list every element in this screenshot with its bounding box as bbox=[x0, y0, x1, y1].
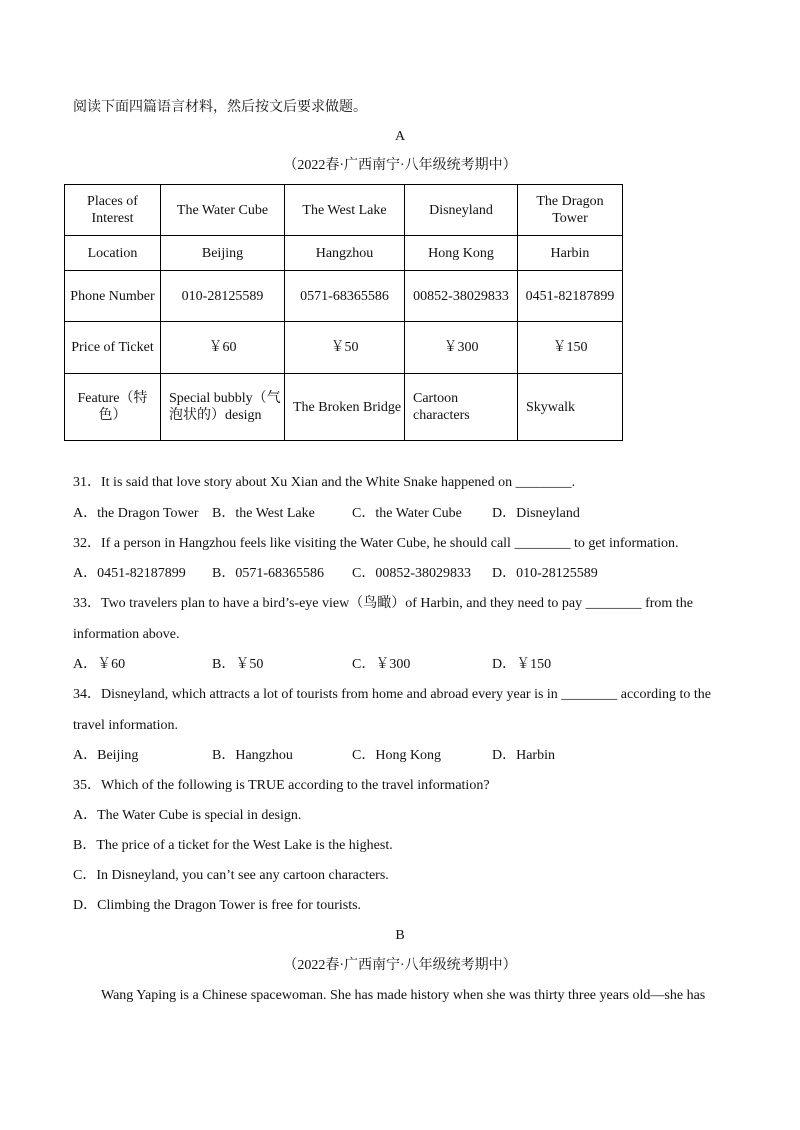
table-row bbox=[65, 236, 623, 271]
table-cell: 00852-38029833 bbox=[405, 271, 518, 322]
table-cell: Special bubbly（气泡状的）design bbox=[161, 374, 285, 441]
table-cell: 0451-82187899 bbox=[518, 271, 623, 322]
table-cell: Disneyland bbox=[405, 185, 518, 236]
question-35-option-b[interactable]: B．The price of a ticket for the West Lake is the highest. bbox=[73, 838, 393, 853]
table-cell: The Water Cube bbox=[161, 185, 285, 236]
section-a-source: （2022春·广西南宁·八年级统考期中） bbox=[283, 158, 517, 173]
question-31-option-d[interactable]: D．Disneyland bbox=[492, 506, 580, 521]
table-cell: 010-28125589 bbox=[161, 271, 285, 322]
question-31-stem: 31．It is said that love story about Xu Xian and the White Snake happened on ________. bbox=[73, 475, 576, 490]
question-33-option-a[interactable]: A．￥60 bbox=[73, 657, 126, 672]
question-33-option-c[interactable]: C．￥300 bbox=[352, 657, 411, 672]
question-32-option-c[interactable]: C．00852-38029833 bbox=[352, 566, 471, 581]
question-33-stem-continued: information above. bbox=[73, 627, 180, 642]
intro-instruction: 阅读下面四篇语言材料，然后按文后要求做题。 bbox=[73, 100, 367, 115]
table-cell: 0571-68365586 bbox=[285, 271, 405, 322]
table-cell: Hangzhou bbox=[285, 236, 405, 271]
question-34-option-b[interactable]: B．Hangzhou bbox=[212, 748, 293, 763]
question-34-option-a[interactable]: A．Beijing bbox=[73, 748, 139, 763]
table-cell: ￥150 bbox=[518, 322, 623, 374]
table-cell: Phone Number bbox=[65, 271, 161, 322]
question-32-option-d[interactable]: D．010-28125589 bbox=[492, 566, 598, 581]
table-cell: Beijing bbox=[161, 236, 285, 271]
table-row bbox=[65, 322, 623, 374]
section-b-letter: B bbox=[395, 928, 405, 943]
table-row bbox=[65, 271, 623, 322]
question-31-option-a[interactable]: A．the Dragon Tower bbox=[73, 506, 199, 521]
table-row bbox=[65, 374, 623, 441]
table-cell: Feature（特色） bbox=[65, 374, 161, 441]
table-cell: ￥60 bbox=[161, 322, 285, 374]
places-table bbox=[64, 184, 623, 441]
table-cell: The Dragon Tower bbox=[518, 185, 623, 236]
table-cell: Places of Interest bbox=[65, 185, 161, 236]
question-31-option-c[interactable]: C．the Water Cube bbox=[352, 506, 462, 521]
question-33-stem: 33．Two travelers plan to have a bird’s-eye view（鸟瞰）of Harbin, and they need to pay ________ from the bbox=[73, 596, 693, 611]
table-cell: ￥50 bbox=[285, 322, 405, 374]
table-cell: Location bbox=[65, 236, 161, 271]
question-32-option-a[interactable]: A．0451-82187899 bbox=[73, 566, 186, 581]
table-cell: Price of Ticket bbox=[65, 322, 161, 374]
table-cell: Harbin bbox=[518, 236, 623, 271]
question-31-option-b[interactable]: B．the West Lake bbox=[212, 506, 315, 521]
question-32-stem: 32．If a person in Hangzhou feels like visiting the Water Cube, he should call ________ to get information. bbox=[73, 536, 679, 551]
question-34-option-c[interactable]: C．Hong Kong bbox=[352, 748, 442, 763]
section-b-source: （2022春·广西南宁·八年级统考期中） bbox=[283, 958, 517, 973]
table-cell: ￥300 bbox=[405, 322, 518, 374]
question-35-stem: 35．Which of the following is TRUE according to the travel information? bbox=[73, 778, 490, 793]
question-34-option-d[interactable]: D．Harbin bbox=[492, 748, 555, 763]
table-row bbox=[65, 185, 623, 236]
question-34-stem: 34．Disneyland, which attracts a lot of tourists from home and abroad every year is in ________ according to the bbox=[73, 687, 711, 702]
section-a-letter: A bbox=[394, 129, 406, 144]
question-35-option-c[interactable]: C．In Disneyland, you can’t see any cartoon characters. bbox=[73, 868, 389, 883]
section-b-paragraph: Wang Yaping is a Chinese spacewoman. She has made history when she was thirty three years old—she has bbox=[101, 988, 706, 1003]
table-cell: Skywalk bbox=[518, 374, 623, 441]
table-cell: The Broken Bridge bbox=[285, 374, 405, 441]
table-cell: Hong Kong bbox=[405, 236, 518, 271]
question-33-option-b[interactable]: B．￥50 bbox=[212, 657, 264, 672]
question-33-option-d[interactable]: D．￥150 bbox=[492, 657, 552, 672]
table-cell: Cartoon characters bbox=[405, 374, 518, 441]
question-32-option-b[interactable]: B．0571-68365586 bbox=[212, 566, 324, 581]
table-cell: The West Lake bbox=[285, 185, 405, 236]
question-35-option-a[interactable]: A．The Water Cube is special in design. bbox=[73, 808, 302, 823]
question-34-stem-continued: travel information. bbox=[73, 718, 178, 733]
question-35-option-d[interactable]: D．Climbing the Dragon Tower is free for tourists. bbox=[73, 898, 362, 913]
